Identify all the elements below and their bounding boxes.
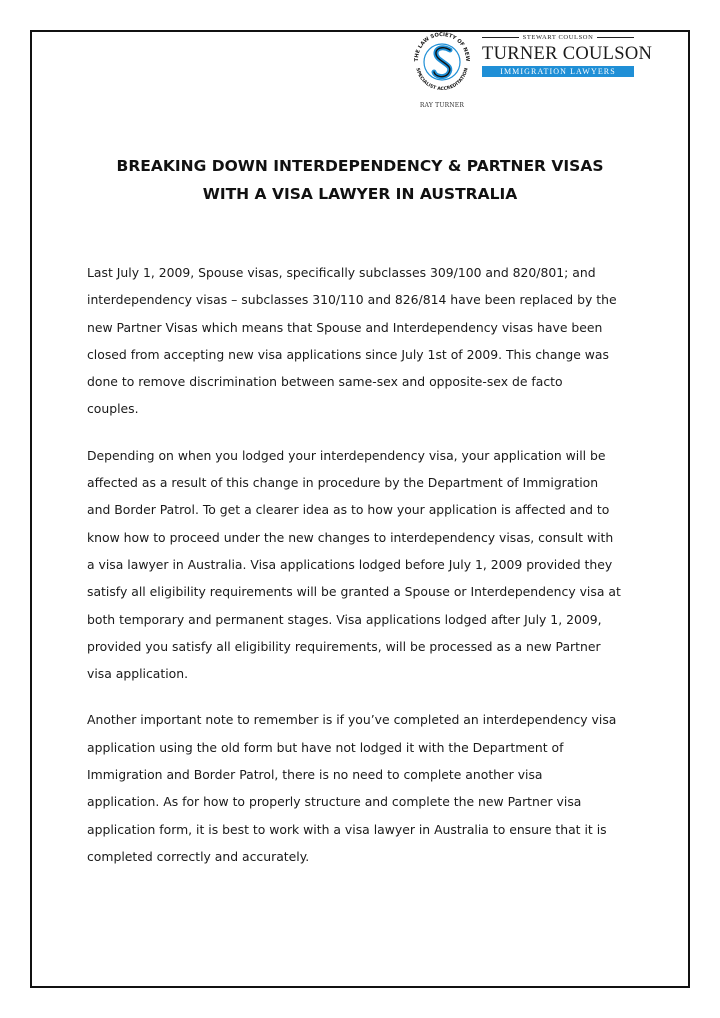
seal-name: RAY TURNER <box>419 102 465 109</box>
text-line: know how to proceed under the new changes to interdependency visas, consult with <box>87 529 614 545</box>
text-line: Another important note to remember is if you’ve completed an interdependency visa <box>87 712 617 728</box>
text-line: Last July 1, 2009, Spouse visas, specifically subclasses 309/100 and 820/801; and <box>87 265 596 280</box>
text-line: application using the old form but have not lodged it with the Department of <box>87 739 564 755</box>
document-body <box>87 259 647 889</box>
text-line: Depending on when you lodged your interdependency visa, your application will be <box>87 447 606 463</box>
text-line: satisfy all eligibility requirements will be granted a Spouse or Interdependency visa at <box>87 584 621 600</box>
firm-brand <box>482 34 653 77</box>
text-line: interdependency visas – subclasses 310/110 and 826/814 have been replaced by the <box>87 292 617 308</box>
text-line: new Partner Visas which means that Spouse and Interdependency visas have been <box>87 319 603 335</box>
brand-tagline: IMMIGRATION LAWYERS <box>482 66 634 77</box>
paragraph-2 <box>87 442 647 688</box>
brand-name: TURNER COULSON <box>482 44 653 64</box>
brand-rule-left <box>482 37 519 38</box>
paragraph-3 <box>87 706 647 870</box>
text-line: both temporary and permanent stages. Visa applications lodged after July 1, 2009, <box>87 611 602 627</box>
letterhead-logo <box>410 18 653 118</box>
brand-top-line <box>482 34 634 41</box>
seal-bottom-text: SPECIALIST ACCREDITATION <box>414 67 470 93</box>
text-line: application form, it is best to work with a visa lawyer in Australia to ensure that it is <box>87 821 607 837</box>
document-title-line-2: WITH A VISA LAWYER IN AUSTRALIA <box>202 185 518 203</box>
seal-ring-text: THE LAW SOCIETY OF NEW <box>413 31 471 62</box>
text-line: Immigration and Border Patrol, there is no need to complete another visa <box>87 767 543 783</box>
text-line: affected as a result of this change in procedure by the Department of Immigration <box>87 475 599 491</box>
text-line: visa application. <box>87 666 189 682</box>
text-line: provided you satisfy all eligibility requirements, will be processed as a new Partner <box>87 638 601 654</box>
text-line: a visa lawyer in Australia. Visa applications lodged before July 1, 2009 provided they <box>87 556 613 572</box>
text-line: application. As for how to properly structure and complete the new Partner visa <box>87 794 582 810</box>
text-line: completed correctly and accurately. <box>87 848 310 864</box>
text-line: and Border Patrol. To get a clearer idea as to how your application is affected and to <box>87 502 610 518</box>
text-line: couples. <box>87 401 139 417</box>
paragraph-1 <box>87 259 647 423</box>
text-line: done to remove discrimination between same-sex and opposite-sex de facto <box>87 374 563 390</box>
text-line: closed from accepting new visa applications since July 1st of 2009. This change was <box>87 346 609 362</box>
document-title-line-1: BREAKING DOWN INTERDEPENDENCY & PARTNER VISAS <box>116 157 604 175</box>
brand-top-text: STEWART COULSON <box>522 34 594 41</box>
brand-rule-right <box>597 37 634 38</box>
law-society-seal-icon <box>410 18 474 102</box>
